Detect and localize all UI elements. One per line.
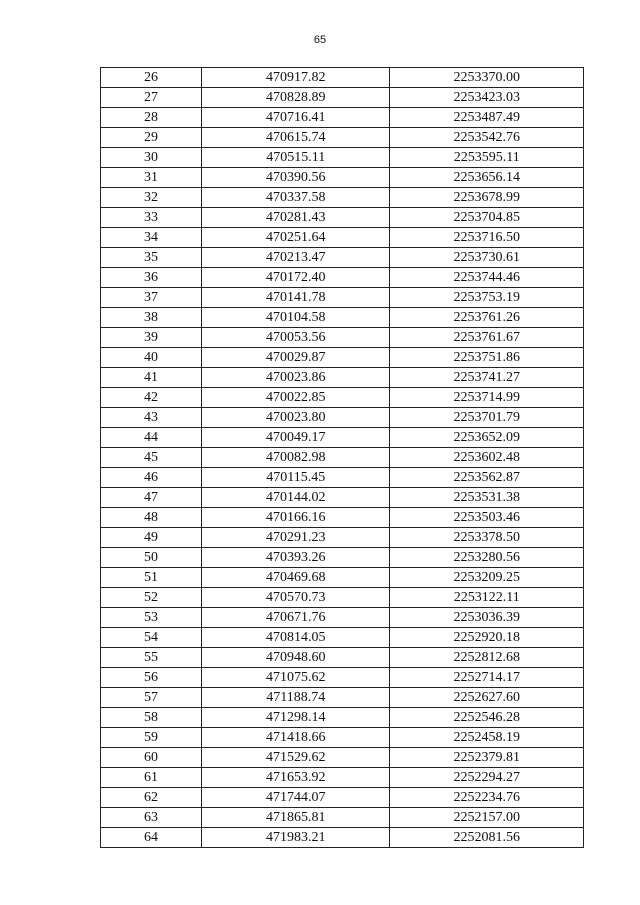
- point-number-cell: 58: [101, 708, 202, 728]
- x-coordinate-cell: 470337.58: [201, 188, 389, 208]
- table-row: [101, 88, 584, 108]
- y-coordinate-cell: 2252714.17: [390, 668, 584, 688]
- table-row: [101, 148, 584, 168]
- x-coordinate-cell: 470515.11: [201, 148, 389, 168]
- y-coordinate-cell: 2253542.76: [390, 128, 584, 148]
- x-coordinate-cell: 471529.62: [201, 748, 389, 768]
- point-number-cell: 60: [101, 748, 202, 768]
- table-row: [101, 268, 584, 288]
- y-coordinate-cell: 2252920.18: [390, 628, 584, 648]
- y-coordinate-cell: 2252812.68: [390, 648, 584, 668]
- table-row: [101, 408, 584, 428]
- x-coordinate-cell: 471653.92: [201, 768, 389, 788]
- y-coordinate-cell: 2253761.67: [390, 328, 584, 348]
- y-coordinate-cell: 2253562.87: [390, 468, 584, 488]
- table-row: [101, 768, 584, 788]
- point-number-cell: 45: [101, 448, 202, 468]
- x-coordinate-cell: 470053.56: [201, 328, 389, 348]
- table-row: [101, 788, 584, 808]
- table-row: [101, 368, 584, 388]
- table-row: [101, 748, 584, 768]
- y-coordinate-cell: 2253602.48: [390, 448, 584, 468]
- table-row: [101, 108, 584, 128]
- y-coordinate-cell: 2253531.38: [390, 488, 584, 508]
- x-coordinate-cell: 470104.58: [201, 308, 389, 328]
- point-number-cell: 50: [101, 548, 202, 568]
- x-coordinate-cell: 471298.14: [201, 708, 389, 728]
- point-number-cell: 63: [101, 808, 202, 828]
- point-number-cell: 38: [101, 308, 202, 328]
- point-number-cell: 53: [101, 608, 202, 628]
- x-coordinate-cell: 471983.21: [201, 828, 389, 848]
- y-coordinate-cell: 2252458.19: [390, 728, 584, 748]
- table-row: [101, 248, 584, 268]
- point-number-cell: 26: [101, 68, 202, 88]
- x-coordinate-cell: 470570.73: [201, 588, 389, 608]
- x-coordinate-cell: 470115.45: [201, 468, 389, 488]
- point-number-cell: 42: [101, 388, 202, 408]
- x-coordinate-cell: 470166.16: [201, 508, 389, 528]
- coordinate-table: [100, 67, 584, 848]
- point-number-cell: 47: [101, 488, 202, 508]
- x-coordinate-cell: 470917.82: [201, 68, 389, 88]
- y-coordinate-cell: 2252234.76: [390, 788, 584, 808]
- y-coordinate-cell: 2253730.61: [390, 248, 584, 268]
- x-coordinate-cell: 470251.64: [201, 228, 389, 248]
- point-number-cell: 37: [101, 288, 202, 308]
- point-number-cell: 32: [101, 188, 202, 208]
- y-coordinate-cell: 2253503.46: [390, 508, 584, 528]
- y-coordinate-cell: 2252081.56: [390, 828, 584, 848]
- point-number-cell: 54: [101, 628, 202, 648]
- y-coordinate-cell: 2252627.60: [390, 688, 584, 708]
- x-coordinate-cell: 470828.89: [201, 88, 389, 108]
- point-number-cell: 62: [101, 788, 202, 808]
- x-coordinate-cell: 470291.23: [201, 528, 389, 548]
- table-row: [101, 828, 584, 848]
- y-coordinate-cell: 2253761.26: [390, 308, 584, 328]
- table-row: [101, 208, 584, 228]
- y-coordinate-cell: 2253280.56: [390, 548, 584, 568]
- y-coordinate-cell: 2253753.19: [390, 288, 584, 308]
- table-row: [101, 348, 584, 368]
- y-coordinate-cell: 2253704.85: [390, 208, 584, 228]
- table-row: [101, 708, 584, 728]
- point-number-cell: 61: [101, 768, 202, 788]
- table-row: [101, 168, 584, 188]
- point-number-cell: 34: [101, 228, 202, 248]
- point-number-cell: 52: [101, 588, 202, 608]
- table-row: [101, 128, 584, 148]
- table-row: [101, 608, 584, 628]
- x-coordinate-cell: 470281.43: [201, 208, 389, 228]
- table-row: [101, 728, 584, 748]
- x-coordinate-cell: 470023.80: [201, 408, 389, 428]
- y-coordinate-cell: 2253678.99: [390, 188, 584, 208]
- x-coordinate-cell: 471188.74: [201, 688, 389, 708]
- y-coordinate-cell: 2253744.46: [390, 268, 584, 288]
- point-number-cell: 31: [101, 168, 202, 188]
- point-number-cell: 28: [101, 108, 202, 128]
- table-row: [101, 428, 584, 448]
- x-coordinate-cell: 470948.60: [201, 648, 389, 668]
- y-coordinate-cell: 2253595.11: [390, 148, 584, 168]
- x-coordinate-cell: 471744.07: [201, 788, 389, 808]
- y-coordinate-cell: 2253656.14: [390, 168, 584, 188]
- table-row: [101, 488, 584, 508]
- point-number-cell: 57: [101, 688, 202, 708]
- table-row: [101, 328, 584, 348]
- point-number-cell: 27: [101, 88, 202, 108]
- x-coordinate-cell: 470390.56: [201, 168, 389, 188]
- point-number-cell: 59: [101, 728, 202, 748]
- table-row: [101, 648, 584, 668]
- table-row: [101, 448, 584, 468]
- y-coordinate-cell: 2253716.50: [390, 228, 584, 248]
- point-number-cell: 41: [101, 368, 202, 388]
- point-number-cell: 33: [101, 208, 202, 228]
- x-coordinate-cell: 470082.98: [201, 448, 389, 468]
- point-number-cell: 64: [101, 828, 202, 848]
- point-number-cell: 49: [101, 528, 202, 548]
- table-row: [101, 668, 584, 688]
- point-number-cell: 36: [101, 268, 202, 288]
- y-coordinate-cell: 2253209.25: [390, 568, 584, 588]
- point-number-cell: 46: [101, 468, 202, 488]
- y-coordinate-cell: 2252379.81: [390, 748, 584, 768]
- table-row: [101, 548, 584, 568]
- point-number-cell: 40: [101, 348, 202, 368]
- table-row: [101, 588, 584, 608]
- y-coordinate-cell: 2253751.86: [390, 348, 584, 368]
- y-coordinate-cell: 2253370.00: [390, 68, 584, 88]
- y-coordinate-cell: 2253714.99: [390, 388, 584, 408]
- x-coordinate-cell: 470469.68: [201, 568, 389, 588]
- table-row: [101, 68, 584, 88]
- point-number-cell: 30: [101, 148, 202, 168]
- x-coordinate-cell: 470213.47: [201, 248, 389, 268]
- point-number-cell: 48: [101, 508, 202, 528]
- table-row: [101, 388, 584, 408]
- x-coordinate-cell: 471075.62: [201, 668, 389, 688]
- table-row: [101, 228, 584, 248]
- x-coordinate-cell: 470716.41: [201, 108, 389, 128]
- point-number-cell: 35: [101, 248, 202, 268]
- table-row: [101, 528, 584, 548]
- table-row: [101, 568, 584, 588]
- table-row: [101, 808, 584, 828]
- y-coordinate-cell: 2253036.39: [390, 608, 584, 628]
- x-coordinate-cell: 470615.74: [201, 128, 389, 148]
- x-coordinate-cell: 470814.05: [201, 628, 389, 648]
- y-coordinate-cell: 2253741.27: [390, 368, 584, 388]
- x-coordinate-cell: 470172.40: [201, 268, 389, 288]
- y-coordinate-cell: 2252294.27: [390, 768, 584, 788]
- table-row: [101, 628, 584, 648]
- x-coordinate-cell: 471418.66: [201, 728, 389, 748]
- table-row: [101, 688, 584, 708]
- x-coordinate-cell: 470022.85: [201, 388, 389, 408]
- y-coordinate-cell: 2252546.28: [390, 708, 584, 728]
- page-number: 65: [313, 34, 327, 46]
- y-coordinate-cell: 2253487.49: [390, 108, 584, 128]
- point-number-cell: 29: [101, 128, 202, 148]
- y-coordinate-cell: 2252157.00: [390, 808, 584, 828]
- x-coordinate-cell: 470029.87: [201, 348, 389, 368]
- table-row: [101, 508, 584, 528]
- x-coordinate-cell: 470393.26: [201, 548, 389, 568]
- x-coordinate-cell: 471865.81: [201, 808, 389, 828]
- point-number-cell: 44: [101, 428, 202, 448]
- x-coordinate-cell: 470671.76: [201, 608, 389, 628]
- coordinate-table-body: [101, 68, 584, 848]
- table-row: [101, 188, 584, 208]
- y-coordinate-cell: 2253122.11: [390, 588, 584, 608]
- table-row: [101, 468, 584, 488]
- y-coordinate-cell: 2253652.09: [390, 428, 584, 448]
- point-number-cell: 39: [101, 328, 202, 348]
- point-number-cell: 56: [101, 668, 202, 688]
- point-number-cell: 55: [101, 648, 202, 668]
- y-coordinate-cell: 2253701.79: [390, 408, 584, 428]
- y-coordinate-cell: 2253423.03: [390, 88, 584, 108]
- point-number-cell: 51: [101, 568, 202, 588]
- table-row: [101, 308, 584, 328]
- x-coordinate-cell: 470023.86: [201, 368, 389, 388]
- x-coordinate-cell: 470049.17: [201, 428, 389, 448]
- table-row: [101, 288, 584, 308]
- point-number-cell: 43: [101, 408, 202, 428]
- x-coordinate-cell: 470144.02: [201, 488, 389, 508]
- x-coordinate-cell: 470141.78: [201, 288, 389, 308]
- y-coordinate-cell: 2253378.50: [390, 528, 584, 548]
